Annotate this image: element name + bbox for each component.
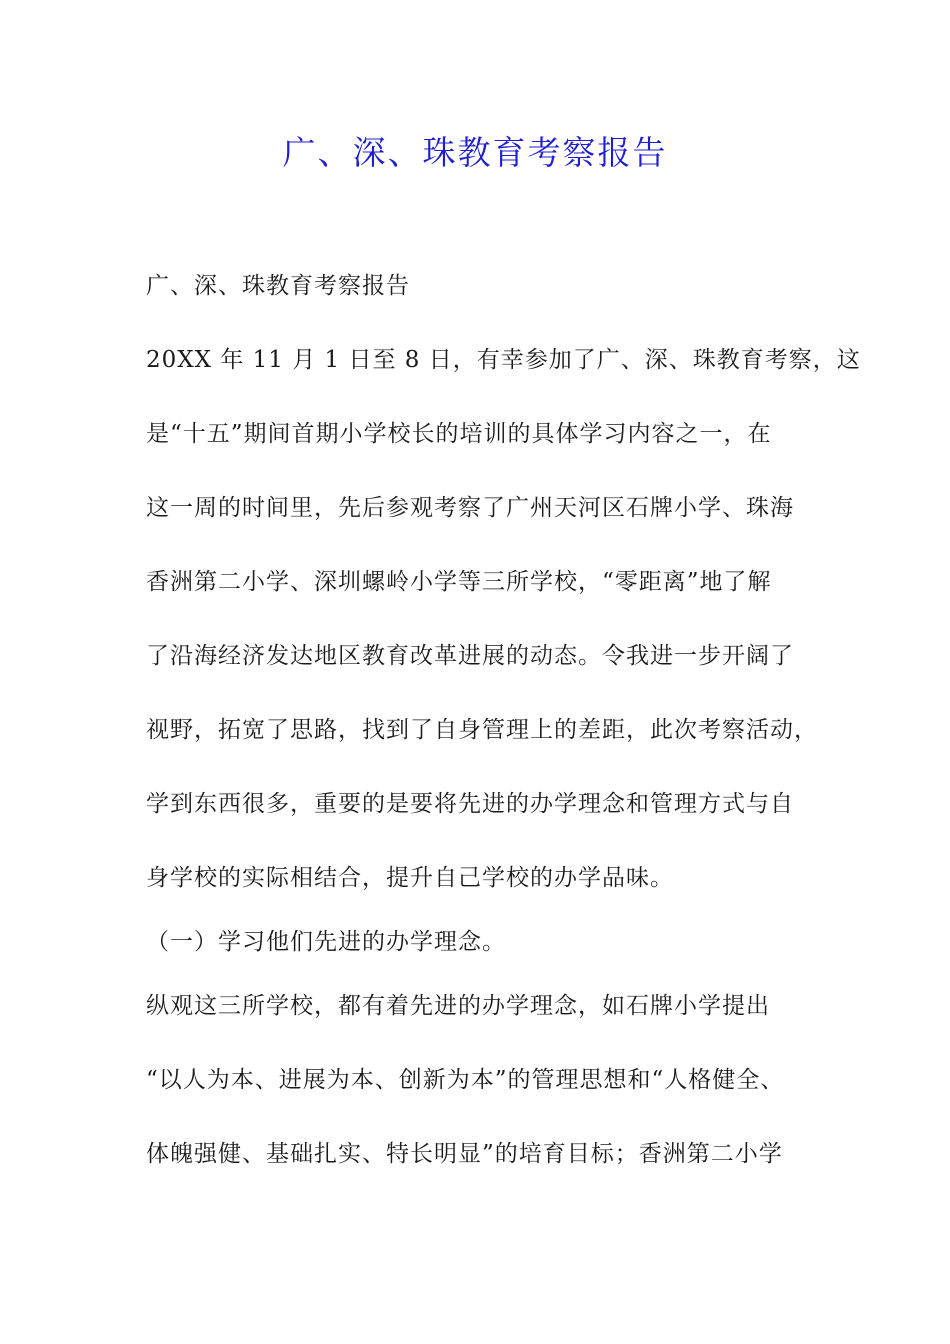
paragraph-line: “以人为本、进展为本、创新为本”的管理思想和“人格健全、 — [146, 1067, 785, 1093]
paragraph-line: 纵观这三所学校，都有着先进的办学理念，如石牌小学提出 — [146, 993, 770, 1019]
document-title: 广、深、珠教育考察报告 — [282, 133, 668, 172]
section-heading: （一）学习他们先进的办学理念。 — [146, 929, 506, 955]
paragraph-line: 视野，拓宽了思路，找到了自身管理上的差距，此次考察活动， — [146, 717, 818, 743]
paragraph-line: 体魄强健、基础扎实、特长明显”的培育目标；香洲第二小学 — [146, 1141, 783, 1167]
paragraph-line: 香洲第二小学、深圳螺岭小学等三所学校，“零距离”地了解 — [146, 569, 772, 595]
document-body — [146, 262, 861, 1204]
paragraph-line: 学到东西很多，重要的是要将先进的办学理念和管理方式与自 — [146, 791, 794, 817]
paragraph-line: 广、深、珠教育考察报告 — [146, 273, 410, 299]
paragraph-line: 这一周的时间里，先后参观考察了广州天河区石牌小学、珠海 — [146, 495, 794, 521]
paragraph-line: 20XX 年 11 月 1 日至 8 日，有幸参加了广、深、珠教育考察，这 — [146, 347, 861, 373]
paragraph-line: 身学校的实际相结合，提升自己学校的办学品味。 — [146, 865, 674, 891]
paragraph-line: 是“十五”期间首期小学校长的培训的具体学习内容之一，在 — [146, 421, 772, 447]
paragraph-line: 了沿海经济发达地区教育改革进展的动态。令我进一步开阔了 — [146, 643, 794, 669]
